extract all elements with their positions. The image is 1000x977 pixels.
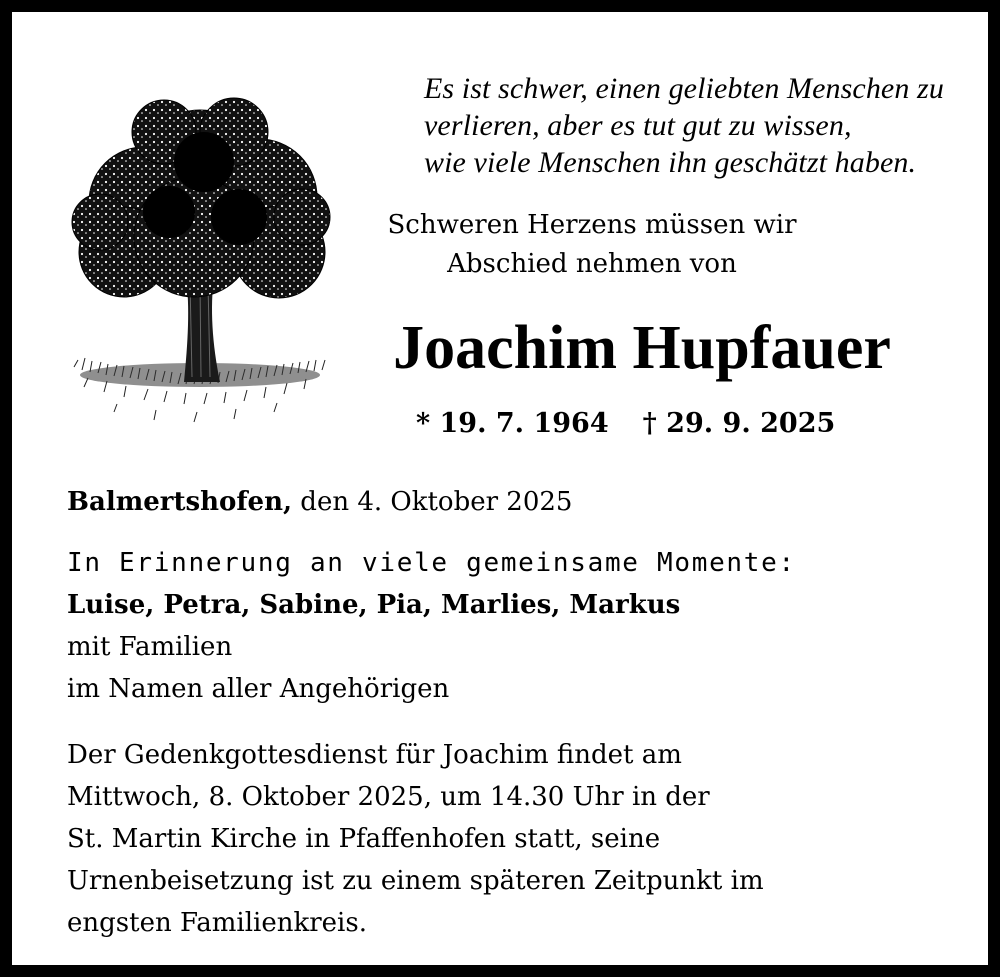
life-dates xyxy=(416,404,886,444)
quote-line: wie viele Menschen ihn geschätzt haben. xyxy=(424,146,917,179)
quote-line: Es ist schwer, einen geliebten Menschen zu xyxy=(424,72,944,105)
relatives-line: im Namen aller Angehörigen xyxy=(67,674,450,704)
quote xyxy=(424,70,984,181)
service-info xyxy=(67,734,967,944)
service-line: engsten Familienkreis. xyxy=(67,908,367,938)
service-line: Urnenbeisetzung ist zu einem späteren Zeitpunkt im xyxy=(67,866,764,896)
birth-date: * 19. 7. 1964 xyxy=(416,408,609,439)
date: den 4. Oktober 2025 xyxy=(300,487,573,517)
intro-line: Schweren Herzens müssen wir xyxy=(387,210,797,240)
families-line: mit Familien xyxy=(67,632,233,662)
place: Balmertshofen, xyxy=(67,487,293,517)
memory-line: In Erinnerung an viele gemeinsame Momente: xyxy=(67,548,796,578)
service-line: Der Gedenkgottesdienst für Joachim findet am xyxy=(67,740,682,770)
mourners-block xyxy=(67,542,967,710)
intro-text xyxy=(352,206,832,284)
service-line: Mittwoch, 8. Oktober 2025, um 14.30 Uhr in der xyxy=(67,782,710,812)
mourner-names: Luise, Petra, Sabine, Pia, Marlies, Markus xyxy=(67,590,681,620)
deceased-name: Joachim Hupfauer xyxy=(393,314,891,382)
death-date: † 29. 9. 2025 xyxy=(642,408,836,439)
service-line: St. Martin Kirche in Pfaffenhofen statt, seine xyxy=(67,824,661,854)
tree-icon xyxy=(64,92,336,437)
intro-line: Abschied nehmen von xyxy=(447,249,737,279)
place-date-line xyxy=(67,482,572,522)
quote-line: verlieren, aber es tut gut zu wissen, xyxy=(424,109,852,142)
